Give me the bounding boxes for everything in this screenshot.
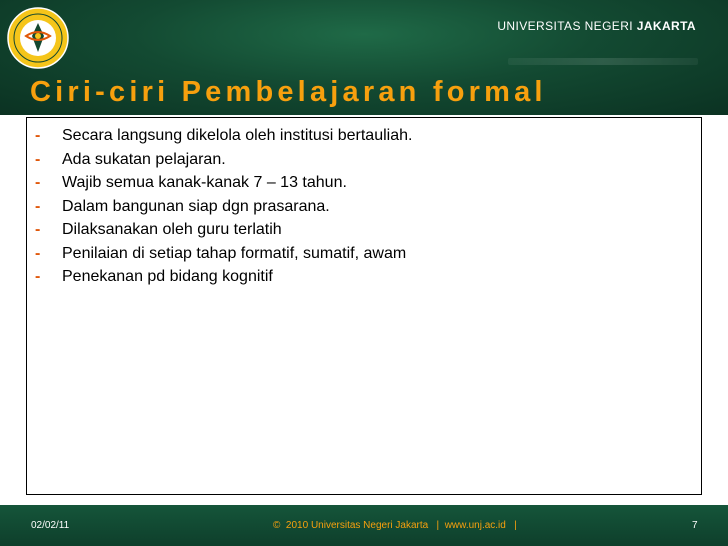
bullet-list: [35, 124, 412, 289]
bullet-item: [35, 265, 412, 289]
bullet-item: [35, 195, 412, 219]
bullet-item: [35, 218, 412, 242]
bullet-marker: -: [35, 174, 41, 191]
page-number: 7: [692, 520, 698, 531]
bullet-item: [35, 171, 412, 195]
bullet-text: Penilaian di setiap tahap formatif, sumatif, awam: [62, 244, 407, 262]
bullet-text: Penekanan pd bidang kognitif: [62, 268, 273, 285]
bullet-text: Wajib semua kanak-kanak 7 – 13 tahun.: [62, 174, 347, 191]
header-tagline-decoration: [508, 58, 698, 65]
university-prefix: UNIVERSITAS NEGERI: [497, 19, 637, 33]
bullet-marker: -: [35, 244, 41, 262]
university-name: [497, 19, 696, 33]
bullet-marker: -: [35, 197, 41, 215]
unj-logo-icon: [6, 6, 70, 70]
bullet-text: Ada sukatan pelajaran.: [62, 150, 226, 168]
bullet-marker: -: [35, 221, 41, 238]
content-box: [26, 117, 702, 495]
bullet-item: [35, 124, 412, 148]
bullet-marker: -: [35, 150, 41, 168]
bullet-text: Secara langsung dikelola oleh institusi bertauliah.: [62, 127, 413, 144]
bullet-marker: -: [35, 268, 41, 285]
footer-date: 02/02/11: [31, 520, 70, 531]
bullet-item: [35, 148, 412, 172]
slide-footer: [0, 505, 728, 546]
university-bold: JAKARTA: [636, 19, 696, 33]
footer-copyright: © 2010 Universitas Negeri Jakarta | www.unj.ac.id |: [273, 520, 517, 531]
bullet-marker: -: [35, 127, 41, 144]
slide-title: Ciri-ciri Pembelajaran formal: [30, 76, 547, 108]
bullet-text: Dalam bangunan siap dgn prasarana.: [62, 197, 330, 215]
bullet-item: [35, 242, 412, 266]
bullet-text: Dilaksanakan oleh guru terlatih: [62, 221, 282, 238]
